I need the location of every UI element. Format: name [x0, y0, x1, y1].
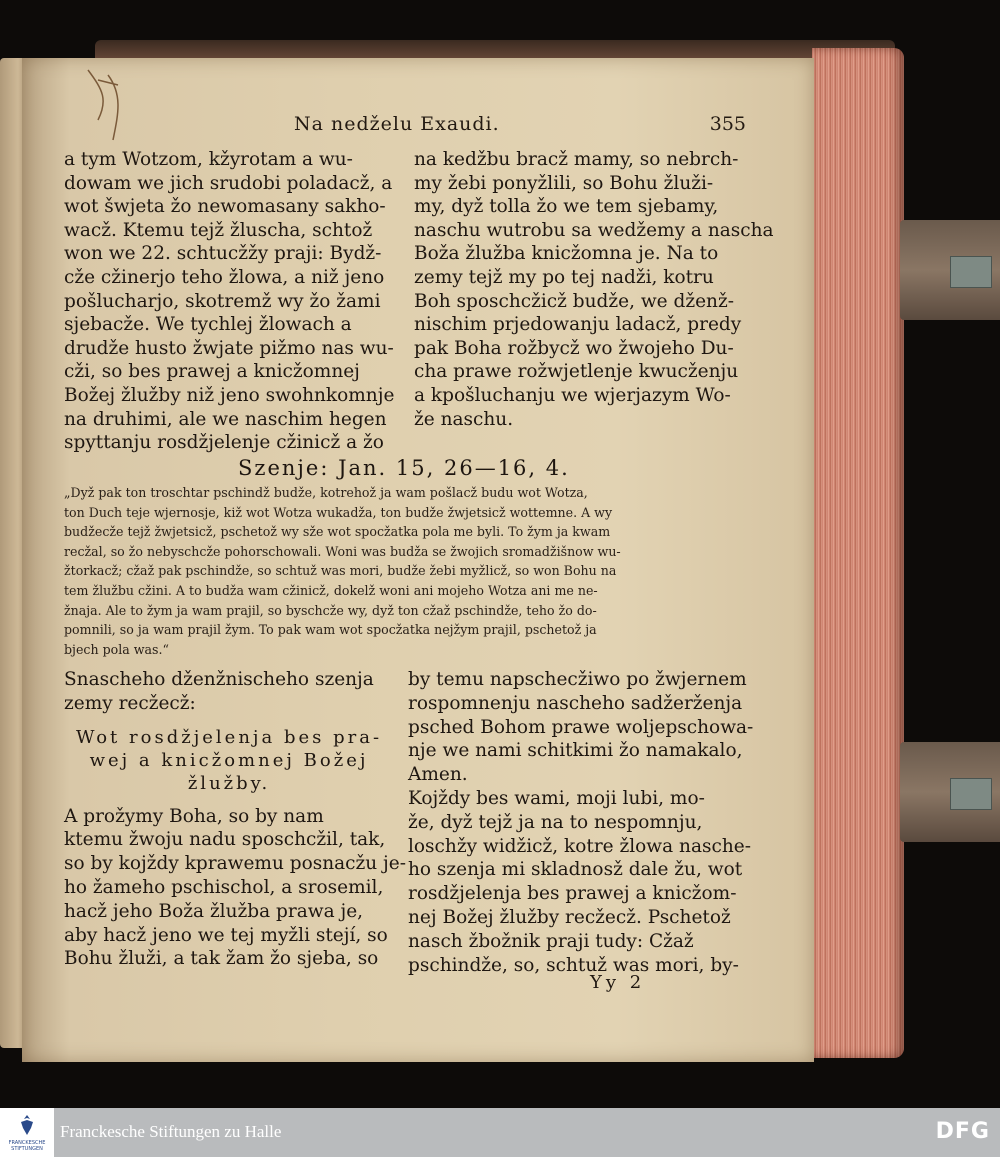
page-number: 355: [709, 113, 746, 135]
text-line: by temu napschecžiwo po žwjernem: [408, 669, 747, 690]
institution-name-link[interactable]: Franckesche Stiftungen zu Halle: [60, 1122, 282, 1141]
bottom-right-column: [408, 668, 754, 977]
text-line: ho szenja mi skladnosž dale žu, wot: [408, 859, 743, 881]
subheading-line: Wot rosdžjelenja bes pra-: [75, 726, 383, 748]
section-heading: Szenje: Jan. 15, 26—16, 4.: [238, 456, 570, 480]
text-line: my žebi ponyžlili, so Bohu žluži-: [414, 172, 714, 194]
spacer: [64, 795, 394, 805]
text-line: pak Boha rožbycž wo žwojeho Du-: [414, 337, 734, 359]
text-line: Boh sposchcžicž budže, we dženž-: [414, 290, 734, 312]
text-line: loschžy widžicž, kotre žlowa nasche-: [408, 835, 751, 857]
book-clasp-lower: [900, 742, 1000, 842]
scripture-quote: [64, 483, 754, 659]
text-line: Božej žlužby niž jeno swohnkomnje: [64, 384, 395, 406]
text-line: cži, so bes prawej a knicžomnej: [64, 361, 360, 383]
quote-line: budžecže tejž žwjetsicž, pschetož wy sže wot spocžatka pola me byli. To žym ja kwam: [64, 524, 611, 540]
text-line: A prožymy Boha, so by nam: [64, 805, 324, 827]
text-line: a tym Wotzom, kžyrotam a wu-: [64, 149, 353, 170]
text-line: cže cžinerjo teho žlowa, a niž jeno: [64, 266, 385, 288]
text-line: wacž. Ktemu tejž žluscha, schtož: [64, 219, 373, 241]
text-line: nasch žbožnik praji tudy: Cžaž: [408, 930, 694, 952]
text-line: pschindže, so, schtuž was mori, by-: [408, 954, 739, 976]
top-left-column: [64, 148, 404, 455]
subheading-line: wej a knicžomnej Božej: [89, 749, 369, 771]
text-line: won we 22. schtucžžy praji: Bydž-: [64, 243, 382, 265]
quote-line: ton Duch teje wjernosje, kiž wot Wotza wukadža, ton budže žwjetsicž wottemne. A wy: [64, 504, 613, 520]
text-line: hacž jeho Boža žlužba prawa je,: [64, 900, 364, 922]
footer-bar: [0, 1108, 1000, 1157]
bottom-left-column: [64, 668, 406, 971]
text-line: ktemu žwoju nadu sposchcžil, tak,: [64, 829, 386, 851]
eagle-emblem-icon: [18, 1114, 36, 1136]
text-line: cha prawe rožwjetlenje kwucženju: [414, 361, 739, 383]
signature-mark: Yy 2: [590, 972, 646, 993]
text-line: Amen.: [408, 764, 468, 786]
text-line: zemy recžecž:: [64, 692, 196, 714]
clasp-plate: [950, 256, 992, 288]
text-line: pošlucharjo, skotremž wy žo žami: [64, 290, 381, 312]
dfg-logo[interactable]: DFG: [935, 1119, 990, 1144]
text-line: wot šwjeta žo newomasany sakho-: [64, 196, 386, 218]
text-line: a kpošluchanju we wjerjazym Wo-: [414, 384, 731, 406]
text-line: rosdžjelenja bes prawej a knicžom-: [408, 883, 737, 905]
spacer: [64, 716, 394, 726]
text-line: Snascheho dženžnischeho szenja: [64, 669, 374, 690]
text-line: že, dyž tejž ja na to nespomnju,: [408, 811, 703, 833]
quote-line: bjech pola was.“: [64, 641, 169, 657]
quote-line: pomnili, so ja wam prajil žym. To pak wam wot spocžatka nejžym prajil, pschetož ja: [64, 622, 597, 638]
text-line: na kedžbu bracž mamy, so nebrch-: [414, 149, 739, 170]
quote-line: žnaja. Ale to žym ja wam prajil, so byschcže wy, dyž ton cžaž pschindže, teho žo do-: [64, 602, 597, 618]
logo-caption: FRANCKESCHE STIFTUNGEN: [8, 1140, 46, 1152]
running-head-title: Na nedželu Exaudi.: [294, 113, 500, 135]
text-line: Boža žlužba knicžomna je. Na to: [414, 243, 719, 265]
text-line: nej Božej žlužby recžecž. Pschetož: [408, 906, 731, 928]
text-line: zemy tejž my po tej nadži, kotru: [414, 266, 714, 288]
text-line: ho žameho pschischol, a srosemil,: [64, 876, 384, 898]
text-line: sjebacže. We tychlej žlowach a: [64, 314, 352, 336]
institution-logo[interactable]: [0, 1108, 54, 1157]
text-line: nischim prjedowanju ladacž, predy: [414, 314, 742, 336]
text-line: Kojždy bes wami, moji lubi, mo-: [408, 787, 705, 809]
page-block-edges: [812, 48, 904, 1058]
text-line: so by kojždy kprawemu posnacžu je-: [64, 853, 406, 875]
quote-line: žtorkacž; cžaž pak pschindže, so schtuž was mori, budže žebi myžlicž, so won Bohu na: [64, 563, 617, 579]
text-line: aby hacž jeno we tej myžli stejí, so: [64, 924, 388, 946]
text-line: drudže husto žwjate pižmo nas wu-: [64, 337, 394, 359]
text-line: naschu wutrobu sa wedžemy a nascha: [414, 219, 774, 241]
text-line: psched Bohom prawe woljepschowa-: [408, 716, 754, 738]
running-head: [64, 113, 754, 137]
text-line: dowam we jich srudobi poladacž, a: [64, 172, 393, 194]
text-line: my, dyž tolla žo we tem sjebamy,: [414, 196, 719, 218]
top-right-column: [414, 148, 774, 431]
clasp-plate: [950, 778, 992, 810]
quote-line: tem žlužbu cžini. A to budža wam cžinicž, dokelž woni ani mojeho Wotza ani me ne-: [64, 582, 598, 598]
text-line: že naschu.: [414, 408, 514, 430]
quote-line: recžal, so žo nebyschcže pohorschowali. Woni was budža se žwojich sromadžišnow wu-: [64, 543, 621, 559]
text-line: na druhimi, ale we naschim hegen: [64, 408, 387, 430]
text-line: rospomnenju nascheho sadžerženja: [408, 692, 743, 714]
book-clasp-upper: [900, 220, 1000, 320]
text-line: nje we nami schitkimi žo namakalo,: [408, 740, 743, 762]
quote-line: „Dyž pak ton troschtar pschindž budže, kotrehož ja wam pošlacž budu wot Wotza,: [64, 485, 588, 500]
text-line: spyttanju rosdžjelenje cžinicž a žo: [64, 432, 384, 454]
subheading-line: žlužby.: [187, 772, 271, 794]
text-line: Bohu žluži, a tak žam žo sjeba, so: [64, 948, 379, 970]
